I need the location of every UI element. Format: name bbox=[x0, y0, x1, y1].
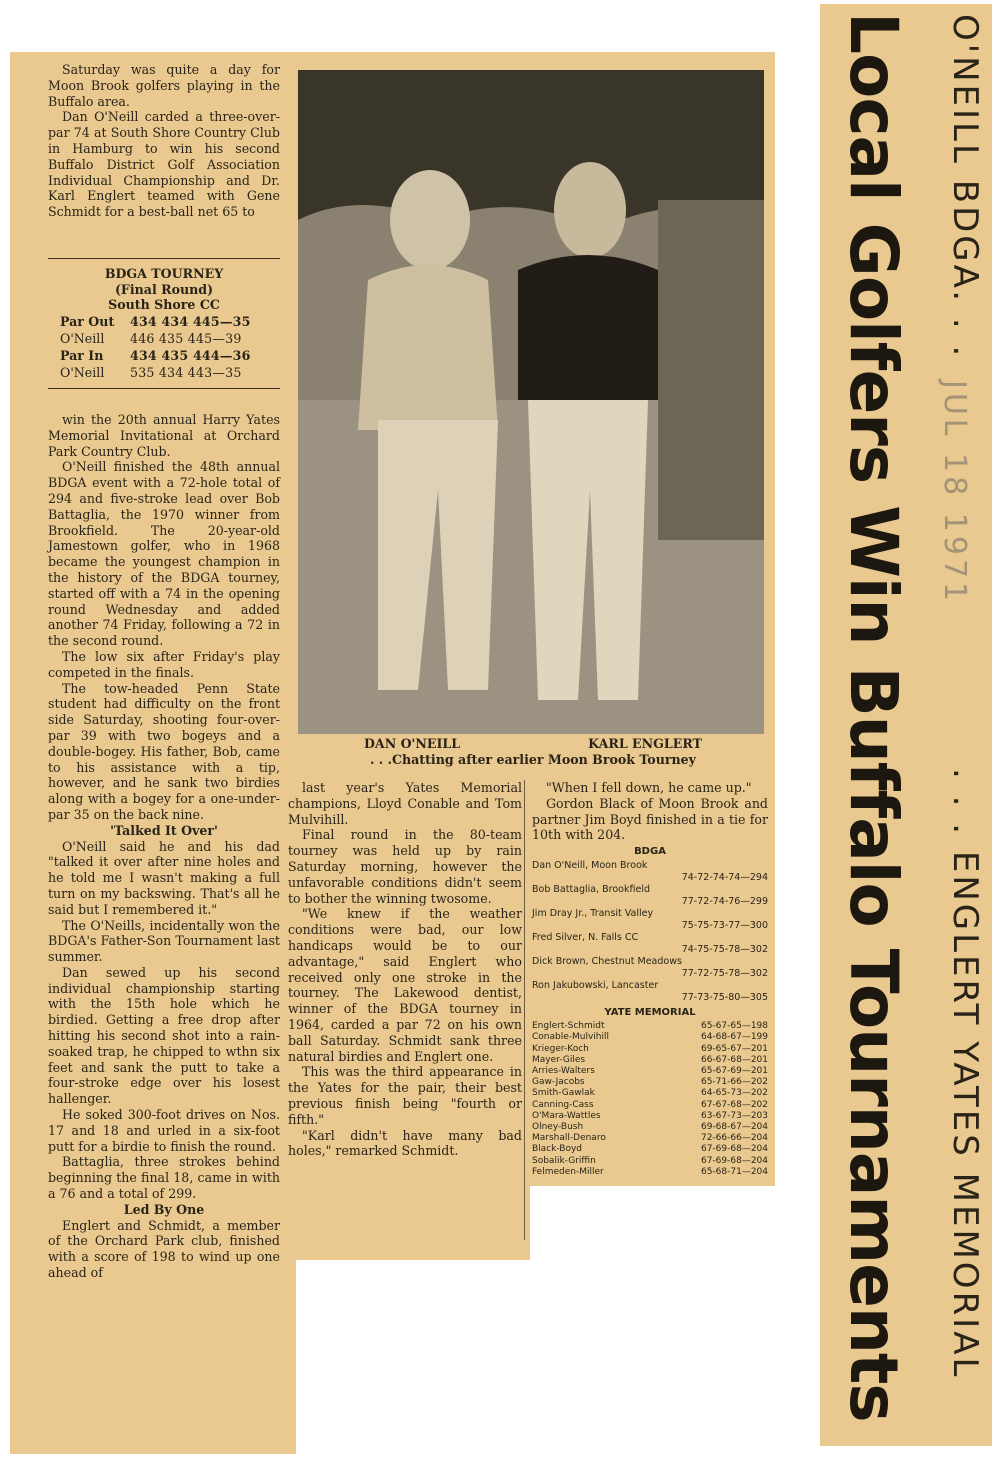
clipping-cutout bbox=[296, 1260, 775, 1458]
caption-name-right: KARL ENGLERT bbox=[588, 736, 702, 751]
story-paragraph: He soked 300-foot drives on Nos. 17 and 18 and urled in a six-foot putt for a birdie to finish the round. bbox=[48, 1107, 280, 1154]
scorebox-row-name: O'Neill bbox=[60, 364, 105, 380]
caption-line: . . .Chatting after earlier Moon Brook Tourney bbox=[370, 752, 696, 767]
story-paragraph: This was the third appearance in the Yates for the pair, their best previous finish being "fourth or fifth." bbox=[288, 1064, 522, 1127]
result-row bbox=[532, 1111, 768, 1122]
story-paragraph: Dan O'Neill carded a three-over-par 74 at South Shore Country Club in Hamburg to win his second Buffalo District Golf Association Individual Championship and Dr. Karl Englert teamed with Gene Schmidt for a best-ball net 65 to bbox=[48, 109, 280, 220]
result-row bbox=[532, 1088, 768, 1099]
scorebox-row-score: 434 434 445—35 bbox=[130, 313, 251, 329]
result-row bbox=[532, 1122, 768, 1133]
kicker-bottom: . . . ENGLERT YATES MEMORIAL bbox=[945, 768, 985, 1380]
result-name: Felmeden-Miller bbox=[532, 1166, 604, 1177]
column-rule bbox=[524, 780, 525, 1240]
result-name: Canning-Cass bbox=[532, 1099, 594, 1110]
result-row bbox=[532, 1156, 768, 1167]
result-name: Mayer-Giles bbox=[532, 1054, 586, 1065]
kicker-top: O'NEILL BDGA. . . bbox=[945, 14, 985, 360]
result-row bbox=[532, 956, 768, 980]
scorebox-row bbox=[48, 347, 280, 364]
story-paragraph: win the 20th annual Harry Yates Memorial Invitational at Orchard Park Country Club. bbox=[48, 412, 280, 459]
story-paragraph: Dan sewed up his second individual championship starting with the 15th hole which he birdied. Getting a free drop after hitting his second shot into a rain-soaked trap, he chipped to wthn six feet and sank the putt to take a four-stroke edge over his losest hallenger. bbox=[48, 964, 280, 1107]
scorebox-row-score: 434 435 444—36 bbox=[130, 347, 251, 363]
result-row bbox=[532, 1167, 768, 1178]
scorebox-row-name: Par In bbox=[60, 347, 104, 363]
photo-caption bbox=[300, 736, 766, 768]
result-name: Dick Brown, Chestnut Meadows bbox=[532, 956, 682, 968]
result-row bbox=[532, 980, 768, 1004]
headline: Local Golfers Win Buffalo Tournaments bbox=[835, 12, 912, 1422]
result-score: 64-65-73—202 bbox=[700, 1088, 768, 1099]
clipping-cutout-right bbox=[530, 1186, 775, 1262]
story-paragraph: Englert and Schmidt, a member of the Orchard Park club, finished with a score of 198 to wind up one ahead of bbox=[48, 1217, 280, 1281]
scorebox-subtitle: (Final Round) bbox=[114, 281, 214, 297]
story-paragraph: O'Neill finished the 48th annual BDGA event with a 72-hole total of 294 and five-stroke lead over Bob Battaglia, the 1970 winner from Brookfield. The 20-year-old Jamestown golfer, who in 1968 became the youngest champion in the history of the BDGA tourney, started off with a 74 in the opening round Wednesday and added another 74 Friday, following a 72 in the second round. bbox=[48, 459, 280, 649]
result-score: 77-73-75-80—305 bbox=[681, 992, 768, 1004]
story-paragraph: The O'Neills, incidentally won the BDGA's Father-Son Tournament last summer. bbox=[48, 917, 280, 965]
scorebox-row-name: O'Neill bbox=[60, 330, 105, 346]
result-score: 74-75-75-78—302 bbox=[681, 944, 768, 956]
scorebox-row-score: 535 434 443—35 bbox=[130, 364, 242, 380]
result-name: Dan O'Neill, Moon Brook bbox=[532, 860, 648, 872]
result-score: 69-65-67—201 bbox=[700, 1043, 768, 1054]
results-yates-title: YATE MEMORIAL bbox=[604, 1007, 696, 1019]
story-paragraph: last year's Yates Memorial champions, Lloyd Conable and Tom Mulvihill. bbox=[288, 780, 522, 827]
scorebox bbox=[48, 258, 280, 389]
result-score: 63-67-73—203 bbox=[700, 1110, 768, 1121]
story-paragraph: The tow-headed Penn State student had difficulty on the front side Saturday, shooting four-over-par 39 with two bogeys and a double-bogey. His father, Bob, came to his assistance with a tip, however, and he sank two birdies along with a bogey for a one-under-par 35 on the back nine. bbox=[48, 680, 280, 822]
story-paragraph: Gordon Black of Moon Brook and partner Jim Boyd finished in a tie for 10th with 204. bbox=[532, 795, 768, 843]
story-column-3 bbox=[532, 780, 768, 1178]
scorebox-row-name: Par Out bbox=[60, 313, 115, 329]
scorebox-row bbox=[48, 330, 280, 347]
story-paragraph: Battaglia, three strokes behind beginning the final 18, came in with a 76 and a total of 299. bbox=[48, 1154, 280, 1202]
scorebox-row-score: 446 435 445—39 bbox=[130, 330, 242, 346]
result-row bbox=[532, 1021, 768, 1032]
results-table bbox=[532, 846, 768, 1178]
photo-illustration bbox=[298, 70, 764, 734]
result-score: 67-69-68—204 bbox=[700, 1144, 768, 1155]
story-paragraph: Saturday was quite a day for Moon Brook golfers playing in the Buffalo area. bbox=[48, 62, 280, 109]
story-column-1 bbox=[48, 412, 280, 1281]
result-score: 77-72-74-76—299 bbox=[681, 896, 768, 908]
result-name: Bob Battaglia, Brookfield bbox=[532, 884, 650, 896]
result-row bbox=[532, 1032, 768, 1043]
news-photo bbox=[298, 70, 764, 734]
scorebox-title: BDGA TOURNEY bbox=[104, 266, 224, 281]
result-name: Krieger-Koch bbox=[532, 1043, 589, 1054]
result-row bbox=[532, 1144, 768, 1155]
result-row bbox=[532, 908, 768, 932]
result-row bbox=[532, 860, 768, 884]
scorebox-row bbox=[48, 313, 280, 330]
result-row bbox=[532, 1055, 768, 1066]
result-score: 67-67-68—202 bbox=[700, 1099, 768, 1110]
result-name: Fred Silver, N. Falls CC bbox=[532, 932, 639, 944]
result-score: 64-68-67—199 bbox=[700, 1032, 768, 1043]
result-row bbox=[532, 1066, 768, 1077]
caption-name-left: DAN O'NEILL bbox=[364, 736, 461, 751]
result-name: Ron Jakubowski, Lancaster bbox=[532, 980, 659, 992]
result-name: O'Mara-Wattles bbox=[532, 1110, 601, 1121]
result-name: Gaw-Jacobs bbox=[532, 1077, 585, 1088]
result-score: 74-72-74-74—294 bbox=[681, 872, 768, 884]
scorebox-row bbox=[48, 364, 280, 381]
result-score: 72-66-66—204 bbox=[700, 1133, 768, 1144]
result-row bbox=[532, 884, 768, 908]
result-name: Englert-Schmidt bbox=[532, 1021, 605, 1032]
story-paragraph: The low six after Friday's play competed in the finals. bbox=[48, 648, 280, 680]
scorebox-venue: South Shore CC bbox=[108, 297, 220, 312]
result-name: Arries-Walters bbox=[532, 1066, 595, 1076]
story-column-2 bbox=[288, 780, 522, 1159]
result-score: 67-69-68—204 bbox=[700, 1155, 768, 1166]
result-score: 65-68-71—204 bbox=[700, 1166, 768, 1177]
result-row bbox=[532, 1100, 768, 1111]
result-row bbox=[532, 1077, 768, 1088]
result-score: 65-67-69—201 bbox=[700, 1066, 768, 1076]
result-name: Olney-Bush bbox=[532, 1122, 584, 1133]
result-score: 69-68-67—204 bbox=[700, 1122, 768, 1133]
result-row bbox=[532, 1133, 768, 1144]
result-name: Smith-Gawlak bbox=[532, 1088, 595, 1099]
result-score: 66-67-68—201 bbox=[700, 1054, 768, 1065]
result-score: 65-67-65—198 bbox=[700, 1021, 768, 1032]
results-bdga-title: BDGA bbox=[634, 846, 666, 858]
result-name: Conable-Mulvihill bbox=[532, 1032, 610, 1043]
story-paragraph: Final round in the 80-team tourney was held up by rain Saturday morning, however the unfavorable conditions didn't seem to bother the winning twosome. bbox=[288, 827, 522, 906]
result-row bbox=[532, 932, 768, 956]
result-score: 77-72-75-78—302 bbox=[681, 968, 768, 980]
story-paragraph: "Karl didn't have many bad holes," remarked Schmidt. bbox=[288, 1127, 522, 1159]
story-paragraph: "We knew if the weather conditions were bad, our low handicaps would be to our advantage," said Englert who received only one stroke in the tourney. The Lakewood dentist, winner of the BDGA tourney in 1964, carded a par 72 on his own ball Saturday. Schmidt sank three natural birdies and Englert one. bbox=[288, 906, 522, 1064]
result-name: Sobalik-Griffin bbox=[532, 1155, 596, 1166]
date-stamp: JUL 18 1971 bbox=[937, 380, 972, 606]
result-row bbox=[532, 1044, 768, 1055]
story-paragraph: O'Neill said he and his dad "talked it over after nine holes and he told me I wasn't making a full turn on my backswing. That's all he said but I remembered it." bbox=[48, 838, 280, 917]
subhead: Led By One bbox=[123, 1201, 205, 1217]
result-score: 65-71-66—202 bbox=[700, 1077, 768, 1088]
subhead: 'Talked It Over' bbox=[110, 822, 218, 838]
result-name: Marshall-Denaro bbox=[532, 1133, 606, 1144]
story-column-1-top bbox=[48, 62, 280, 220]
result-name: Black-Boyd bbox=[532, 1144, 582, 1155]
story-paragraph: "When I fell down, he came up." bbox=[546, 780, 752, 795]
result-score: 75-75-73-77—300 bbox=[681, 920, 768, 932]
result-name: Jim Dray Jr., Transit Valley bbox=[532, 908, 654, 920]
